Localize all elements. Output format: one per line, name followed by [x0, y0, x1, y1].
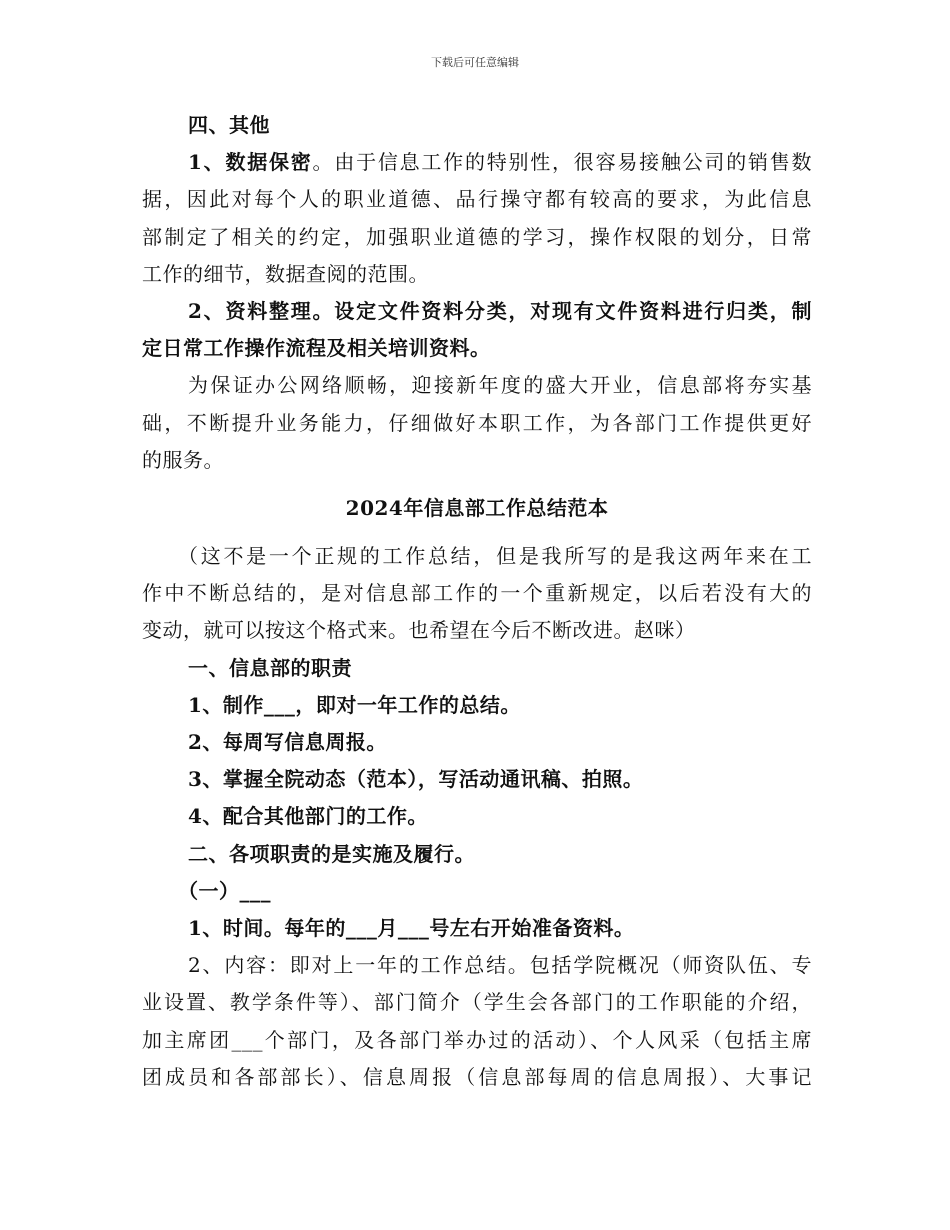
- document-body: [142, 107, 812, 1096]
- item-lead-data-secrecy: 1、数据保密: [188, 150, 313, 175]
- paragraph-line: 加主席团___个部门，及各部门举办过的活动）、个人风采（包括主席: [142, 1027, 812, 1052]
- paragraph-line: [142, 144, 812, 181]
- sub-heading: （一）___: [178, 878, 271, 903]
- paragraph-line: 的服务。: [142, 447, 224, 472]
- list-item: 3、掌握全院动态（范本），写活动通讯稿、拍照。: [188, 767, 644, 792]
- paragraph-line: 础，不断提升业务能力，仔细做好本职工作，为各部门工作提供更好: [142, 410, 812, 435]
- page-header-note: 下载后可任意编辑: [431, 56, 519, 69]
- paragraph-text: 。由于信息工作的特别性，很容易接触公司的销售数: [312, 150, 813, 175]
- list-item: 1、制作___，即对一年工作的总结。: [188, 692, 521, 717]
- list-item: 2、每周写信息周报。: [188, 730, 387, 754]
- section-heading-other: 四、其他: [188, 113, 270, 137]
- paragraph-line: （这不是一个正规的工作总结，但是我所写的是我这两年来在工: [178, 544, 812, 569]
- paragraph-line: 2、内容：即对上一年的工作总结。包括学院概况（师资队伍、专: [188, 953, 812, 978]
- paragraph-line: 业设置、教学条件等）、部门简介（学生会各部门的工作职能的介绍，: [142, 990, 812, 1015]
- paragraph-line: 为保证办公网络顺畅，迎接新年度的盛大开业，信息部将夯实基: [188, 373, 812, 398]
- section-heading-implementation: 二、各项职责的是实施及履行。: [188, 841, 475, 866]
- paragraph-line: 团成员和各部部长）、信息周报（信息部每周的信息周报）、大事记: [142, 1064, 812, 1089]
- paragraph-line: 部制定了相关的约定，加强职业道德的学习，操作权限的划分，日常: [142, 224, 812, 249]
- list-item: 4、配合其他部门的工作。: [188, 804, 428, 829]
- document-title: 2024年信息部工作总结范本: [345, 495, 609, 520]
- section-heading-duties: 一、信息部的职责: [188, 655, 352, 680]
- paragraph-line: 据，因此对每个人的职业道德、品行操守都有较高的要求，为此信息: [142, 187, 812, 212]
- paragraph-line: 工作的细节，数据查阅的范围。: [142, 261, 429, 286]
- paragraph-line: 作中不断总结的，是对信息部工作的一个重新规定，以后若没有大的: [142, 581, 812, 606]
- paragraph-line: 定日常工作操作流程及相关培训资料。: [142, 336, 491, 361]
- paragraph-line: 变动，就可以按这个格式来。也希望在今后不断改进。赵咪）: [142, 618, 696, 643]
- paragraph-line: 2、资料整理。设定文件资料分类，对现有文件资料进行归类，制: [188, 298, 812, 323]
- list-item: 1、时间。每年的___月___号左右开始准备资料。: [188, 915, 635, 940]
